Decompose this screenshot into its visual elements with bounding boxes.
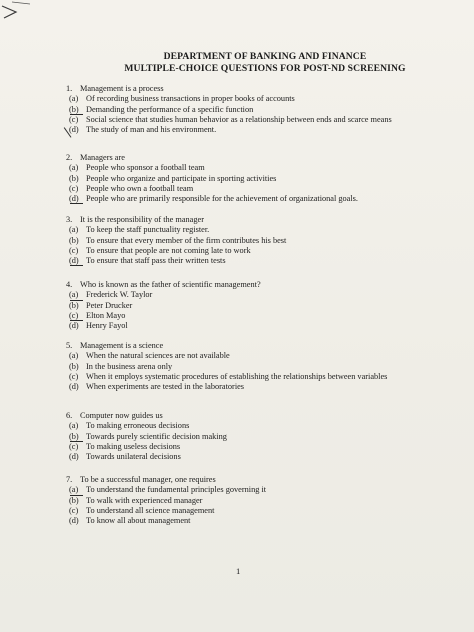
question-text: Management is a science (80, 341, 164, 350)
option-b (69, 236, 456, 246)
option-text: To ensure that staff pass their written tests (86, 256, 226, 266)
option-c (69, 184, 456, 194)
question-text: Management is a process (80, 84, 164, 93)
question-number: 1. (66, 84, 73, 93)
option-text: To ensure that people are not coming late to work (86, 245, 251, 255)
option-c (69, 115, 456, 125)
option-text: People who sponsor a football team (86, 163, 205, 173)
option-a (69, 485, 456, 495)
question-text: Who is known as the father of scientific management? (80, 280, 261, 289)
option-label: (a) (69, 351, 79, 361)
option-d (69, 452, 456, 462)
question-number: 5. (66, 341, 73, 350)
option-label: (c) (69, 505, 79, 515)
question-number: 7. (66, 475, 73, 484)
option-text: To walk with experienced manager (86, 495, 203, 505)
option-c (69, 506, 456, 516)
option-b (69, 496, 456, 506)
option-label: (a) (69, 225, 79, 235)
option-label: (d) (69, 194, 86, 204)
option-text: To understand all science management (86, 505, 215, 515)
option-label: (b) (69, 361, 79, 371)
option-label: (d) (69, 256, 86, 266)
option-text: To keep the staff punctuality register. (86, 225, 210, 235)
exam-title: MULTIPLE-CHOICE QUESTIONS FOR POST-ND SCREENING (124, 63, 406, 74)
option-text: The study of man and his environment. (86, 125, 217, 135)
question-3 (66, 215, 456, 266)
question-number: 4. (66, 280, 73, 289)
option-text: Demanding the performance of a specific function (86, 104, 254, 114)
option-c (69, 311, 456, 321)
option-d (69, 256, 456, 266)
option-b (69, 432, 456, 442)
option-label: (b) (69, 235, 79, 245)
option-text: Of recording business transactions in proper books of accounts (86, 94, 295, 104)
option-b (69, 362, 456, 372)
option-d (69, 516, 456, 526)
option-d (69, 382, 456, 392)
option-b (69, 105, 456, 115)
option-label: (b) (69, 105, 86, 115)
option-label: (c) (69, 114, 79, 124)
option-text: People who organize and participate in sporting activities (86, 173, 277, 183)
department-title: DEPARTMENT OF BANKING AND FINANCE (163, 51, 367, 62)
question-number: 3. (66, 215, 73, 224)
option-label: (b) (69, 173, 79, 183)
option-label: (d) (69, 382, 79, 392)
option-b (69, 174, 456, 184)
question-number: 6. (66, 411, 73, 420)
option-text: When experiments are tested in the laboratories (86, 382, 245, 392)
option-label: (a) (69, 163, 79, 173)
option-text: Social science that studies human behavior as a relationship between ends and scarce means (86, 114, 392, 124)
option-text: To making erroneous decisions (86, 421, 190, 431)
option-label: (c) (69, 441, 79, 451)
question-4 (66, 280, 456, 331)
option-text: When the natural sciences are not available (86, 351, 230, 361)
option-text: Elton Mayo (86, 310, 126, 320)
option-label: (b) (69, 300, 79, 310)
option-label: (d) (69, 516, 79, 526)
option-label: (a) (69, 421, 79, 431)
option-a (69, 421, 456, 431)
pen-scribble-mark (0, 0, 34, 22)
option-d (69, 321, 456, 331)
option-text: To understand the fundamental principles governing it (86, 485, 267, 495)
option-text: When it employs systematic procedures of establishing the relationships between variables (86, 371, 388, 381)
option-text: Towards unilateral decisions (86, 452, 181, 462)
option-text: Towards purely scientific decision making (86, 431, 227, 441)
option-label: (d) (69, 452, 79, 462)
option-label: (c) (69, 183, 79, 193)
option-label: (b) (69, 432, 86, 442)
option-b (69, 301, 456, 311)
question-text: Managers are (80, 153, 125, 162)
question-text: It is the responsibility of the manager (80, 215, 204, 224)
question-2 (66, 153, 456, 204)
document-header (100, 51, 430, 75)
option-label: (a) (69, 94, 79, 104)
option-d (69, 194, 456, 204)
option-label: (d) (69, 125, 86, 135)
page-number: 1 (236, 566, 241, 576)
option-c (69, 372, 456, 382)
question-7 (66, 475, 456, 526)
option-a (69, 290, 456, 300)
option-c (69, 246, 456, 256)
option-d (69, 125, 456, 135)
option-text: To know all about management (86, 516, 191, 526)
option-text: To ensure that every member of the firm contributes his best (86, 235, 287, 245)
question-1 (66, 84, 456, 135)
question-6 (66, 411, 456, 462)
option-a (69, 225, 456, 235)
option-label: (c) (69, 311, 86, 321)
option-label: (d) (69, 321, 79, 331)
option-label: (c) (69, 245, 79, 255)
option-text: Peter Drucker (86, 300, 133, 310)
option-label: (c) (69, 371, 79, 381)
option-a (69, 163, 456, 173)
option-text: People who own a football team (86, 183, 194, 193)
option-a (69, 94, 456, 104)
option-label: (b) (69, 495, 79, 505)
option-a (69, 351, 456, 361)
question-text: To be a successful manager, one requires (80, 475, 216, 484)
question-number: 2. (66, 153, 73, 162)
option-text: People who are primarily responsible for the achievement of organizational goals. (86, 194, 358, 204)
option-c (69, 442, 456, 452)
option-text: Henry Fayol (86, 321, 128, 331)
option-text: Frederick W. Taylor (86, 290, 153, 300)
question-text: Computer now guides us (80, 411, 163, 420)
option-label: (a) (69, 485, 86, 495)
option-label: (a) (69, 290, 86, 300)
option-text: In the business arena only (86, 361, 173, 371)
question-5 (66, 341, 456, 392)
option-text: To making useless decisions (86, 441, 181, 451)
